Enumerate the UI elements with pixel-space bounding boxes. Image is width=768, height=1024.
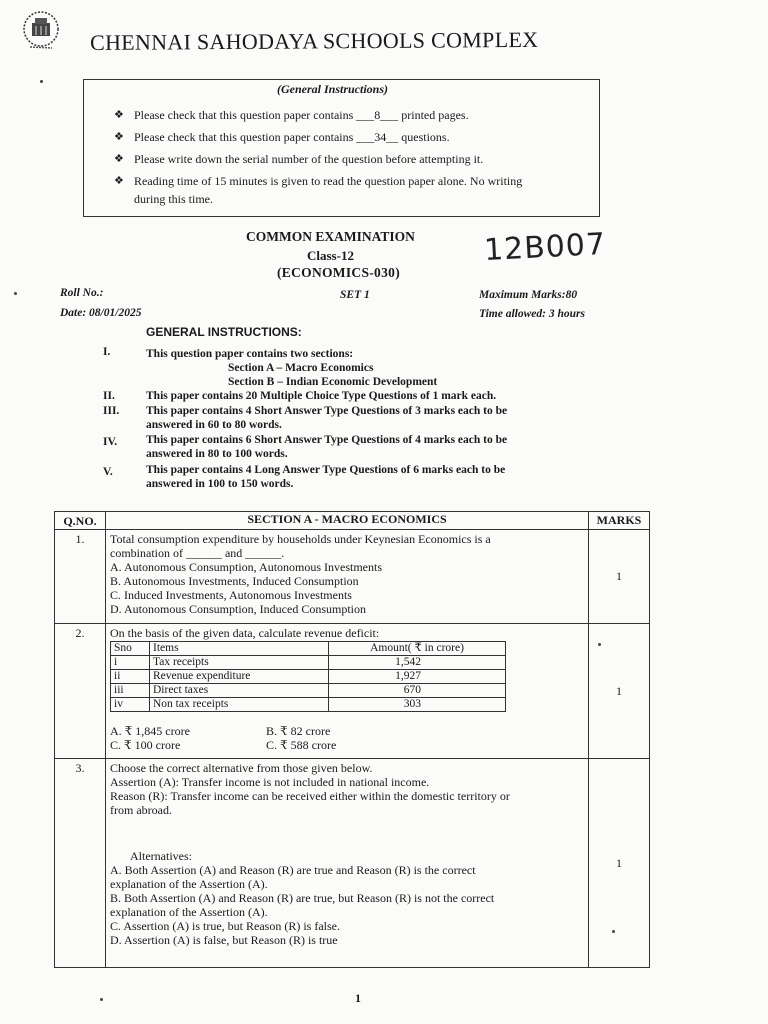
instruction-number: IV. — [103, 436, 118, 448]
data-row — [111, 670, 506, 684]
instruction-line: This paper contains 6 Short Answer Type Questions of 4 marks each to be — [146, 434, 508, 446]
option: B. Both Assertion (A) and Reason (R) are true, but Reason (R) is not the correct — [110, 891, 495, 905]
instruction-line: Section A – Macro Economics — [228, 362, 374, 374]
data-cell: Direct taxes — [150, 684, 329, 698]
data-cell: iv — [111, 698, 150, 712]
date-label: Date: 08/01/2025 — [60, 307, 142, 319]
option: D. Assertion (A) is false, but Reason (R) is true — [110, 933, 338, 947]
instruction-line: This paper contains 4 Long Answer Type Questions of 6 marks each to be — [146, 464, 506, 476]
question-text: On the basis of the given data, calculate revenue deficit: — [110, 626, 380, 640]
option: A. Autonomous Consumption, Autonomous Investments — [110, 560, 383, 574]
question-row — [55, 624, 650, 759]
option: C. Assertion (A) is true, but Reason (R) is false. — [110, 919, 340, 933]
question-text: combination of ______ and ______. — [110, 546, 285, 560]
option: A. Both Assertion (A) and Reason (R) are true and Reason (R) is the correct — [110, 863, 476, 877]
question-marks: 1 — [589, 530, 650, 624]
data-cell: Revenue expenditure — [150, 670, 329, 684]
set-label: SET 1 — [340, 289, 370, 301]
question-number: 1. — [55, 530, 106, 624]
max-marks-label: Maximum Marks:80 — [479, 289, 578, 301]
scan-speck — [100, 998, 103, 1001]
instruction-line: This paper contains 20 Multiple Choice Type Questions of 1 mark each. — [146, 390, 497, 402]
question-body — [106, 759, 589, 968]
exam-title: COMMON EXAMINATION — [246, 229, 415, 244]
instruction-item: ❖ Please write down the serial number of the question before attempting it. — [114, 152, 484, 166]
table-header-row — [55, 512, 650, 530]
question-text: Assertion (A): Transfer income is not included in national income. — [110, 775, 430, 789]
section-header: SECTION A - MACRO ECONOMICS — [106, 512, 589, 530]
question-text: from abroad. — [110, 803, 172, 817]
instructions-box-title: (General Instructions) — [277, 82, 389, 96]
diamond-bullet-icon: ❖ — [114, 175, 124, 187]
scan-speck — [40, 80, 43, 83]
instruction-line: answered in 60 to 80 words. — [146, 419, 282, 431]
data-cell: i — [111, 656, 150, 670]
data-cell: Tax receipts — [150, 656, 329, 670]
option: explanation of the Assertion (A). — [110, 877, 268, 891]
question-text: Total consumption expenditure by households under Keynesian Economics is a — [110, 532, 491, 546]
diamond-bullet-icon: ❖ — [114, 131, 124, 143]
instruction-item: ❖ Please check that this question paper contains ___8___ printed pages. — [114, 108, 469, 122]
option-row — [110, 724, 584, 738]
data-cell: 1,542 — [329, 656, 506, 670]
scan-speck — [612, 930, 615, 933]
data-table-header — [111, 642, 506, 656]
question-row — [55, 530, 650, 624]
option: C. Induced Investments, Autonomous Investments — [110, 588, 352, 602]
data-header-cell: Amount( ₹ in crore) — [329, 642, 506, 656]
data-cell: 1,927 — [329, 670, 506, 684]
data-table — [110, 641, 506, 712]
instruction-line: This paper contains 4 Short Answer Type Questions of 3 marks each to be — [146, 405, 508, 417]
diamond-bullet-icon: ❖ — [114, 109, 124, 121]
data-cell: 670 — [329, 684, 506, 698]
scan-speck — [14, 292, 17, 295]
class-label: Class-12 — [307, 248, 354, 263]
question-text: Reason (R): Transfer income can be received either within the domestic territory or — [110, 789, 510, 803]
instruction-line: Section B – Indian Economic Development — [228, 376, 438, 388]
data-header-cell: Sno — [111, 642, 150, 656]
option: B. ₹ 82 crore — [266, 724, 331, 738]
data-row — [111, 684, 506, 698]
subject-label: (ECONOMICS-030) — [277, 265, 400, 280]
school-emblem — [16, 6, 66, 52]
data-header-cell: Items — [150, 642, 329, 656]
question-marks: 1 — [589, 624, 650, 759]
option: explanation of the Assertion (A). — [110, 905, 268, 919]
question-number: 2. — [55, 624, 106, 759]
option: D. Autonomous Consumption, Induced Consumption — [110, 602, 367, 616]
instruction-number: II. — [103, 390, 115, 402]
instruction-number: I. — [103, 346, 111, 358]
option: C. ₹ 588 crore — [266, 738, 337, 752]
data-row — [111, 656, 506, 670]
data-cell: iii — [111, 684, 150, 698]
instruction-number: V. — [103, 466, 113, 478]
instruction-item-continued: during this time. — [134, 192, 213, 206]
option: A. ₹ 1,845 crore — [110, 724, 190, 738]
data-cell: Non tax receipts — [150, 698, 329, 712]
question-body — [106, 530, 589, 624]
question-table — [54, 511, 650, 968]
scan-speck — [598, 643, 601, 646]
instruction-line: answered in 80 to 100 words. — [146, 448, 288, 460]
instruction-line: answered in 100 to 150 words. — [146, 478, 294, 490]
alternatives-heading: Alternatives: — [130, 849, 192, 863]
question-text: Choose the correct alternative from those given below. — [110, 761, 373, 775]
question-body — [106, 624, 589, 759]
option: C. ₹ 100 crore — [110, 738, 181, 752]
question-row — [55, 759, 650, 968]
question-number: 3. — [55, 759, 106, 968]
time-allowed-label: Time allowed: 3 hours — [479, 308, 585, 320]
handwritten-code: 12B007 — [483, 226, 607, 269]
diamond-bullet-icon: ❖ — [114, 153, 124, 165]
qno-header: Q.NO. — [55, 512, 106, 530]
option-row — [110, 738, 584, 752]
school-name: CHENNAI SAHODAYA SCHOOLS COMPLEX — [90, 26, 539, 55]
data-cell: ii — [111, 670, 150, 684]
instruction-item: ❖ Please check that this question paper contains ___34__ questions. — [114, 130, 450, 144]
question-marks: 1 — [589, 759, 650, 968]
marks-header: MARKS — [589, 512, 650, 530]
data-cell: 303 — [329, 698, 506, 712]
option: B. Autonomous Investments, Induced Consumption — [110, 574, 359, 588]
general-instructions-heading: GENERAL INSTRUCTIONS: — [146, 325, 302, 339]
instruction-number: III. — [103, 405, 120, 417]
page-number: 1 — [355, 991, 361, 1005]
instruction-line: This question paper contains two sections: — [146, 348, 354, 360]
roll-no-label: Roll No.: — [60, 287, 104, 299]
instruction-item: ❖ Reading time of 15 minutes is given to read the question paper alone. No writing — [114, 174, 523, 188]
data-row — [111, 698, 506, 712]
